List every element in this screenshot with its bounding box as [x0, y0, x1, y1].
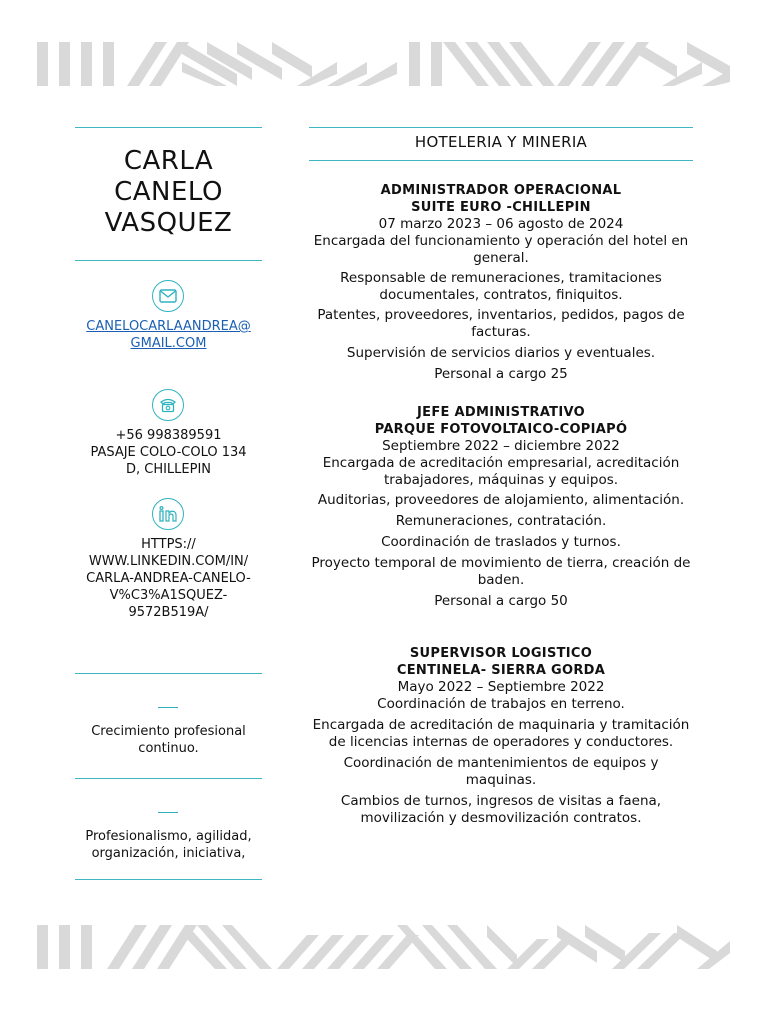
address-line: PASAJE COLO-COLO 134 — [90, 445, 247, 460]
right-header-rule — [309, 160, 693, 161]
left-bottom-rule — [75, 879, 262, 880]
email-line[interactable]: CANELOCARLAANDREA@ — [86, 319, 251, 334]
email-link[interactable] — [75, 318, 262, 352]
left-section-rule — [75, 778, 262, 779]
linkedin-line[interactable]: V%C3%A1SQUEZ- — [109, 588, 228, 603]
job-duty: Encargada del funcionamiento y operación del hotel en general. — [313, 233, 689, 266]
job-title: SUPERVISOR LOGISTICO — [409, 646, 593, 661]
experience-header: HOTELERIA Y MINERIA — [414, 133, 588, 151]
linkedin-line[interactable]: HTTPS:// — [141, 537, 196, 552]
job-duty: Auditorias, proveedores de alojamiento, alimentación. — [317, 492, 685, 508]
job-company: SUITE EURO -CHILLEPIN — [411, 200, 591, 215]
job-duty: Remuneraciones, contratación. — [395, 513, 607, 529]
job-duty: Personal a cargo 50 — [434, 593, 568, 609]
email-line[interactable]: GMAIL.COM — [130, 336, 207, 351]
section-dash — [158, 812, 178, 813]
candidate-name — [75, 146, 262, 239]
section-dash — [158, 707, 178, 708]
name-line: VASQUEZ — [104, 208, 233, 238]
linkedin-line[interactable]: WWW.LINKEDIN.COM/IN/ — [88, 554, 249, 569]
job-title: ADMINISTRADOR OPERACIONAL — [380, 183, 622, 198]
objective-text: Crecimiento profesional continuo. — [91, 724, 246, 756]
left-top-rule — [75, 127, 262, 128]
job-duty: Coordinación de trabajos en terreno. — [377, 696, 625, 712]
job-duty: Responsable de remuneraciones, tramitaciones documentales, contratos, finiquitos. — [340, 270, 662, 303]
linkedin-icon — [152, 498, 184, 530]
job-entry — [309, 404, 693, 610]
right-top-rule — [309, 127, 693, 128]
job-dates: 07 marzo 2023 – 06 agosto de 2024 — [378, 216, 624, 232]
linkedin-url[interactable] — [75, 536, 262, 621]
job-duty: Cambios de turnos, ingresos de visitas a faena, movilización y desmovilización contratos. — [340, 793, 662, 826]
name-line: CANELO — [114, 177, 223, 207]
job-duty: Proyecto temporal de movimiento de tierra, creación de baden. — [311, 555, 691, 588]
decorative-top-band — [37, 42, 730, 86]
left-name-rule — [75, 260, 262, 261]
linkedin-line[interactable]: CARLA-ANDREA-CANELO- — [86, 571, 251, 586]
skills-text: Profesionalismo, agilidad, organización, iniciativa, — [85, 829, 252, 861]
job-dates: Mayo 2022 – Septiembre 2022 — [397, 679, 605, 695]
envelope-icon — [152, 280, 184, 312]
job-duty: Encargada de acreditación de maquinaria y tramitación de licencias internas de operadores y conductores. — [312, 717, 690, 750]
job-entry — [309, 645, 693, 827]
job-duty: Encargada de acreditación empresarial, acreditación trabajadores, máquinas y equipos. — [322, 455, 680, 488]
job-duty: Personal a cargo 25 — [434, 366, 568, 382]
job-duty: Coordinación de traslados y turnos. — [381, 534, 621, 550]
decorative-bottom-band — [37, 925, 730, 969]
job-duty: Coordinación de mantenimientos de equipos y maquinas. — [343, 755, 659, 788]
job-company: CENTINELA- SIERRA GORDA — [396, 663, 606, 678]
address-line: D, CHILLEPIN — [125, 462, 212, 477]
linkedin-line[interactable]: 9572B519A/ — [128, 605, 209, 620]
job-duty: Supervisión de servicios diarios y eventuales. — [346, 345, 656, 361]
address — [75, 444, 262, 478]
job-entry — [309, 182, 693, 383]
left-section-rule — [75, 673, 262, 674]
name-line: CARLA — [123, 146, 214, 176]
job-title: JEFE ADMINISTRATIVO — [417, 405, 585, 420]
job-duty: Patentes, proveedores, inventarios, pedidos, pagos de facturas. — [317, 307, 685, 340]
job-company: PARQUE FOTOVOLTAICO-COPIAPÓ — [374, 422, 628, 437]
phone-number: +56 998389591 — [115, 428, 222, 443]
job-dates: Septiembre 2022 – diciembre 2022 — [382, 438, 620, 454]
phone-icon — [152, 389, 184, 421]
